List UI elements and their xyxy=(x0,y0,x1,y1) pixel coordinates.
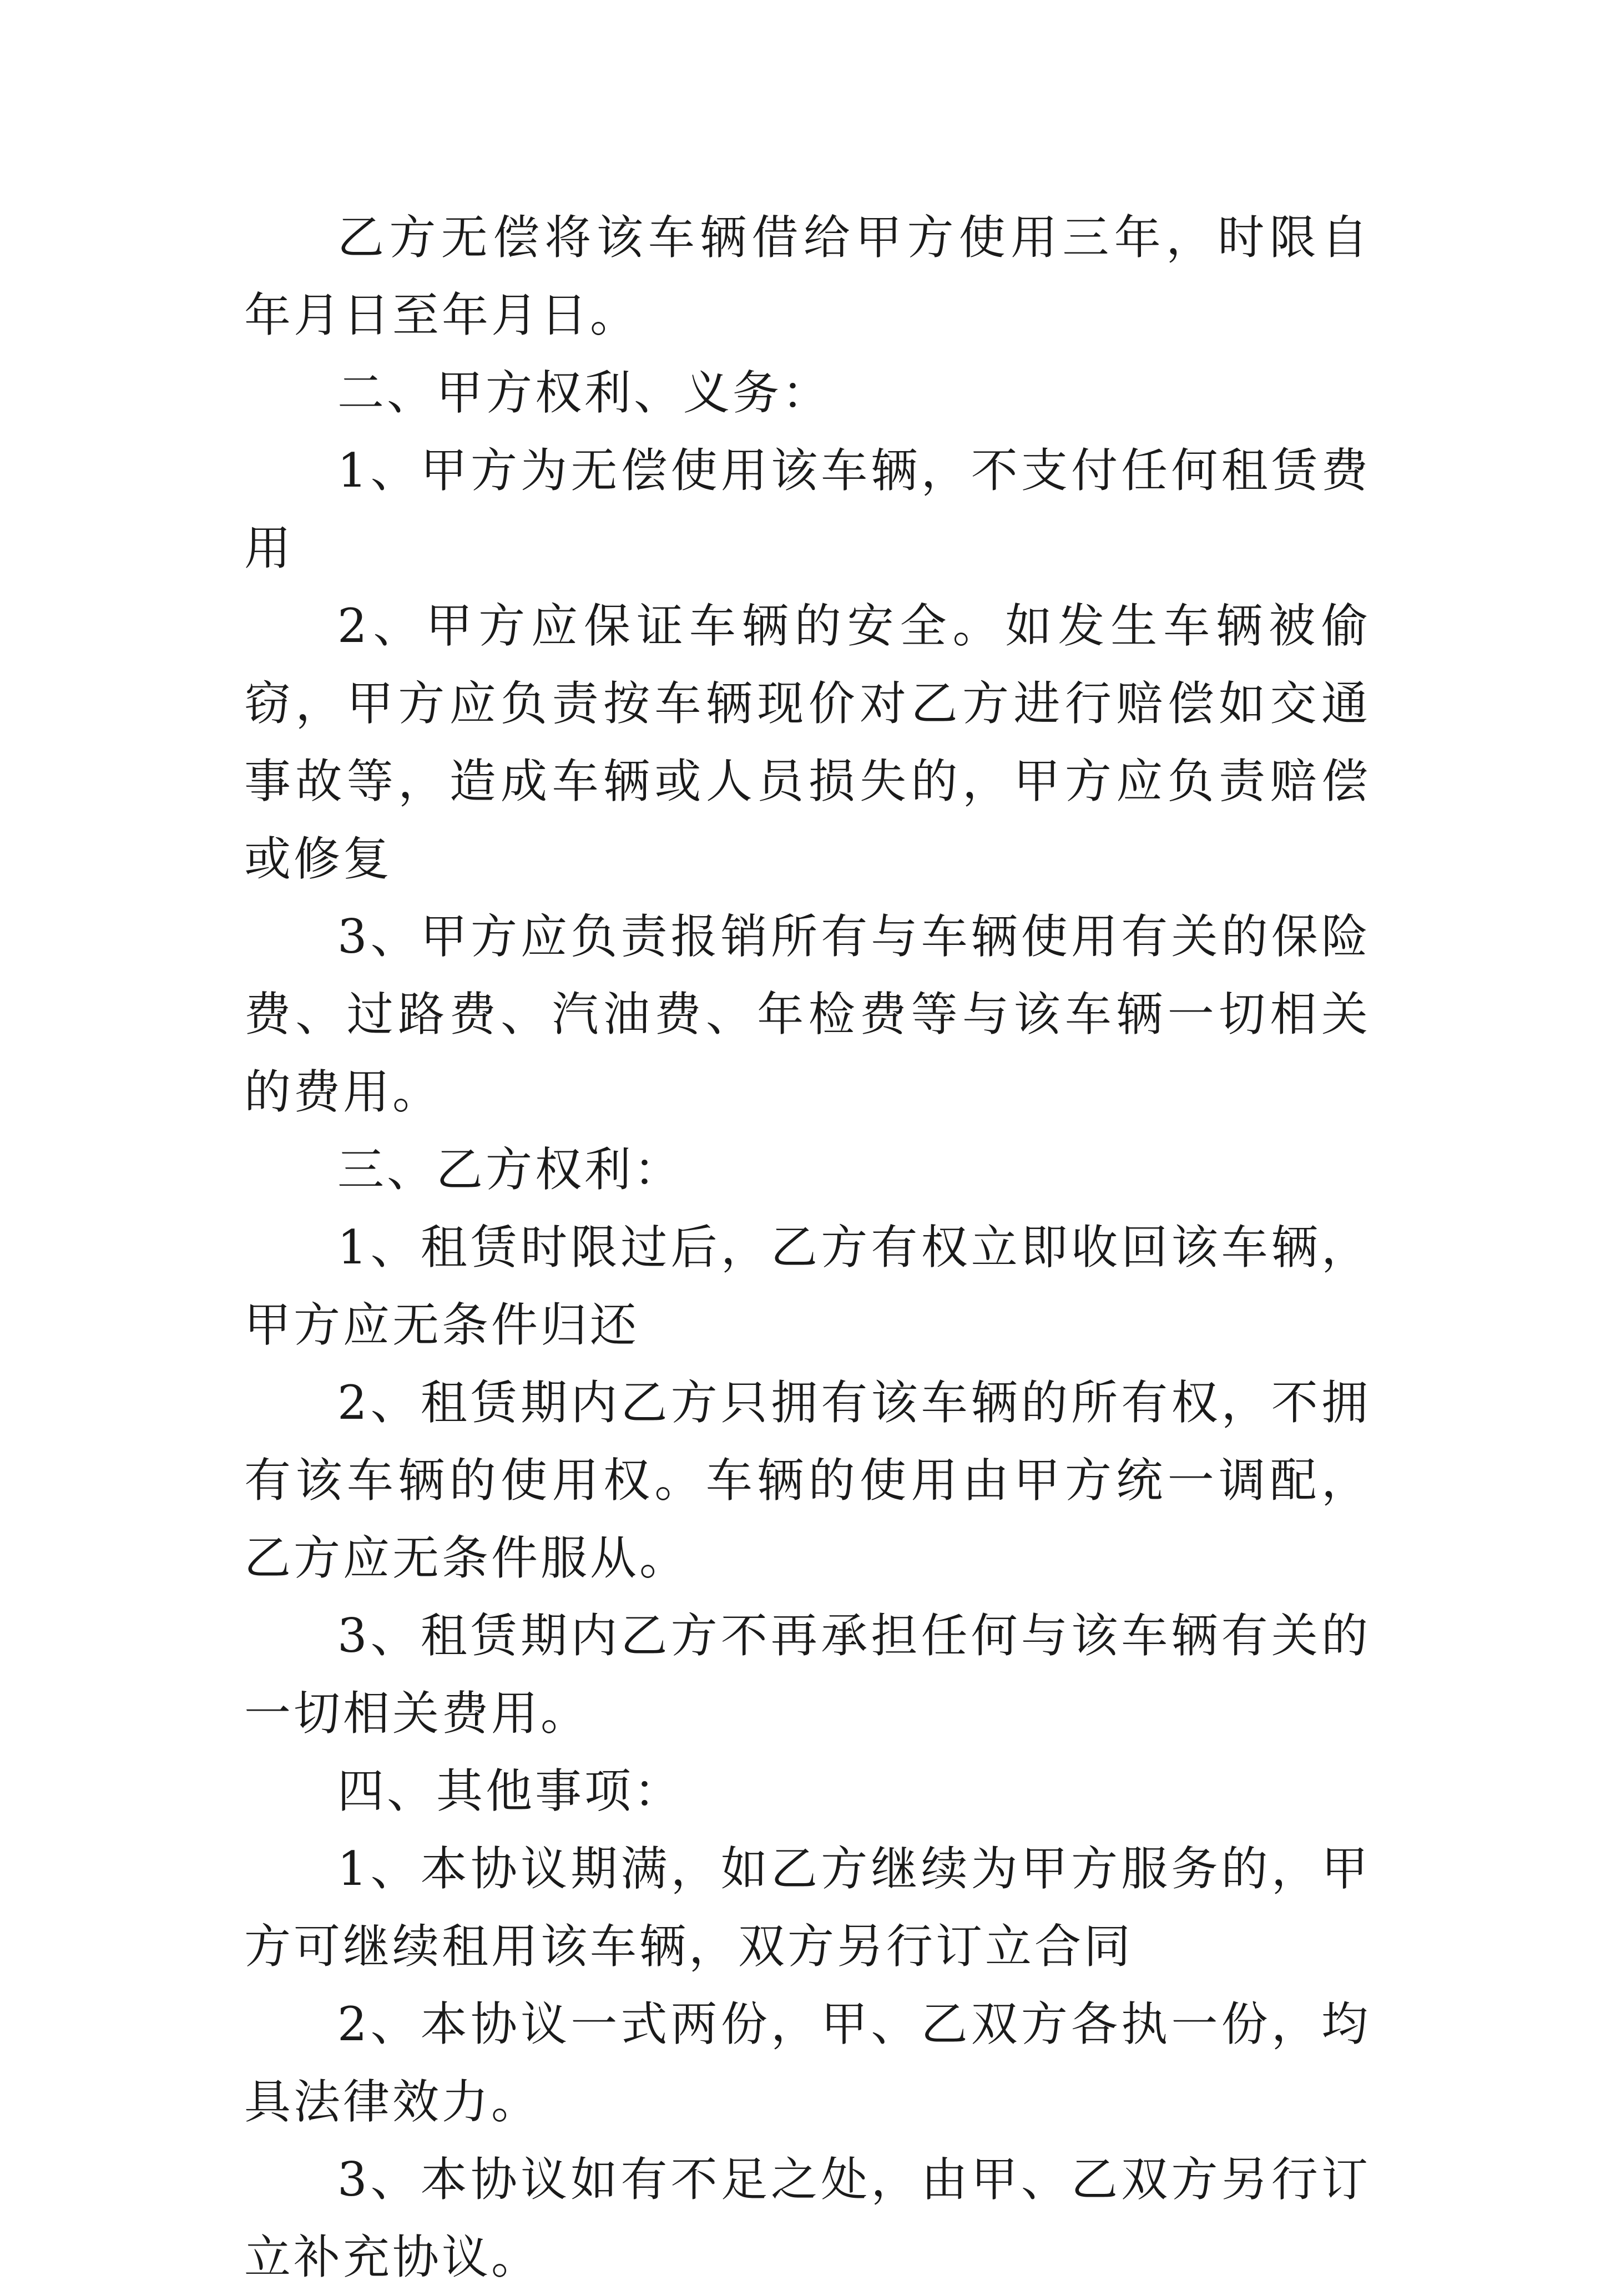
document-body xyxy=(244,199,1371,2296)
clause-other-1: 1、本协议期满，如乙方继续为甲方服务的，甲方可继续租用该车辆，双方另行订立合同 xyxy=(244,1842,1371,1974)
heading-other-matters: 四、其他事项： xyxy=(337,1764,684,1818)
clause-a-2: 2、甲方应保证车辆的安全。如发生车辆被偷窃，甲方应负责按车辆现价对乙方进行赔偿如交通事故等，造成车辆或人员损失的，甲方应负责赔偿或修复 xyxy=(244,599,1371,886)
clause-other-3: 3、本协议如有不足之处，由甲、乙双方另行订立补充协议。 xyxy=(244,2152,1371,2284)
heading-party-a-rights: 二、甲方权利、义务： xyxy=(337,366,832,420)
clause-b-3: 3、租赁期内乙方不再承担任何与该车辆有关的一切相关费用。 xyxy=(244,1609,1371,1741)
clause-a-3: 3、甲方应负责报销所有与车辆使用有关的保险费、过路费、汽油费、年检费等与该车辆一切相关的费用。 xyxy=(244,909,1371,1119)
clause-other-2: 2、本协议一式两份，甲、乙双方各执一份，均具法律效力。 xyxy=(244,1997,1371,2129)
paragraph-loan-term: 乙方无偿将该车辆借给甲方使用三年，时限自年月日至年月日。 xyxy=(244,210,1371,342)
heading-party-b-rights: 三、乙方权利： xyxy=(337,1142,684,1197)
clause-b-1: 1、租赁时限过后，乙方有权立即收回该车辆，甲方应无条件归还 xyxy=(244,1220,1371,1352)
clause-b-2: 2、租赁期内乙方只拥有该车辆的所有权，不拥有该车辆的使用权。车辆的使用由甲方统一调配，乙方应无条件服从。 xyxy=(244,1375,1371,1585)
clause-a-1: 1、甲方为无偿使用该车辆，不支付任何租赁费用 xyxy=(244,443,1371,575)
